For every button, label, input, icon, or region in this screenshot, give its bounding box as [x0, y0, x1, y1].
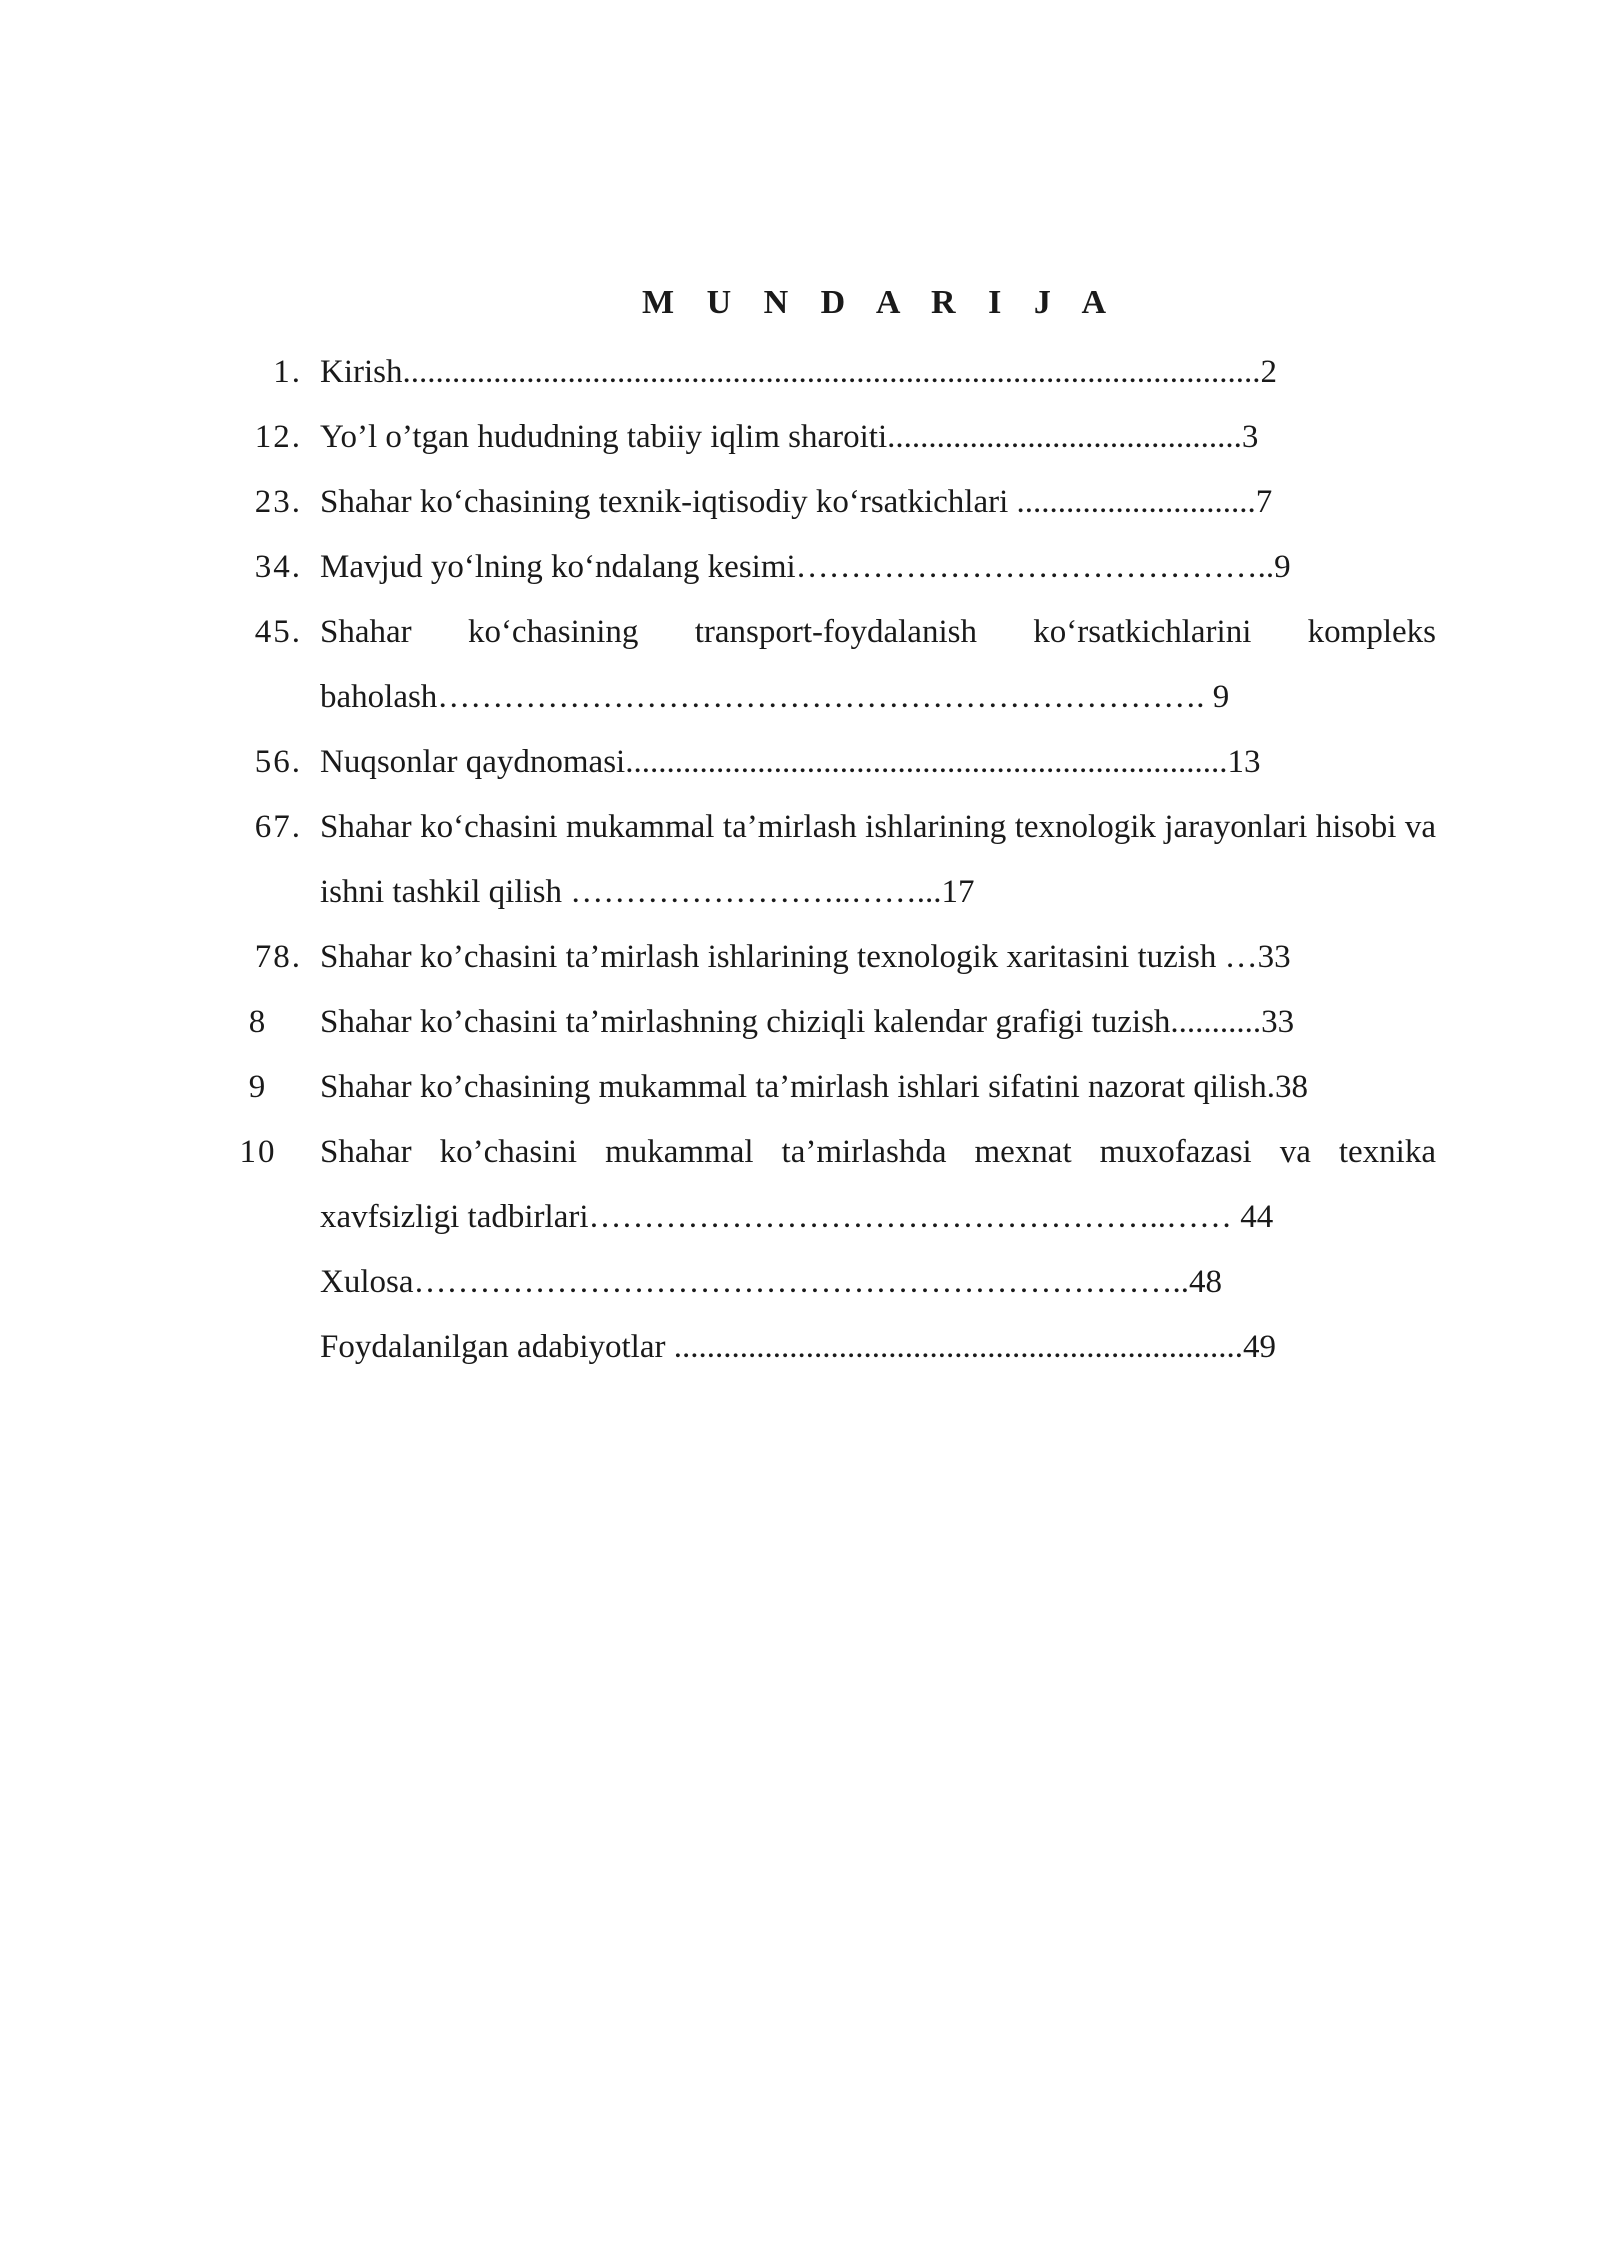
toc-entry — [230, 1120, 1436, 1250]
toc-entry — [230, 405, 1436, 470]
toc-entry — [230, 925, 1436, 990]
toc-entry — [230, 1315, 1436, 1380]
toc-entry-number: 9 — [248, 1069, 268, 1105]
toc-entry — [230, 470, 1436, 535]
toc-entry-text: Shahar ko’chasining mukammal ta’mirlash ishlari sifatini nazorat qilish.38 — [320, 1069, 1308, 1105]
toc-entry — [230, 990, 1436, 1055]
toc-entry-text: Shahar ko‘chasining texnik-iqtisodiy ko‘rsatkichlari .............................7 — [320, 484, 1273, 520]
toc-entry-number: 78. — [254, 939, 302, 975]
toc-entry-text: Kirish........................................................................................................2 — [320, 354, 1277, 390]
toc-entry — [230, 730, 1436, 795]
toc-entry — [230, 535, 1436, 600]
toc-entry-number: 67. — [254, 809, 302, 845]
toc-entry-number: 56. — [254, 744, 302, 780]
toc-entry-text: Mavjud yo‘lning ko‘ndalang kesimi……………………………………..9 — [320, 549, 1291, 585]
toc-entry — [230, 1055, 1436, 1120]
toc-entry-text: Shahar ko’chasini mukammal ta’mirlashda mexnat muxofazasi va texnika xavfsizligi tadbirlari……………………………………………..…… 44 — [320, 1134, 1436, 1235]
toc-entry-text: Nuqsonlar qaydnomasi.........................................................................13 — [320, 744, 1261, 780]
toc-entry — [230, 600, 1436, 730]
toc-entry-text: Shahar ko’chasini ta’mirlash ishlarining texnologik xaritasini tuzish …33 — [320, 939, 1291, 975]
toc-entry-text: Shahar ko’chasini ta’mirlashning chiziqli kalendar grafigi tuzish...........33 — [320, 1004, 1295, 1040]
toc-entry-number: 1. — [273, 354, 302, 390]
toc-entry-number: 10 — [239, 1134, 277, 1170]
toc-entry-text: Shahar ko‘chasining transport-foydalanish ko‘rsatkichlarini kompleks baholash……………………………………………………………. 9 — [320, 614, 1436, 715]
toc-entry-text: Yo’l o’tgan hududning tabiiy iqlim sharoiti...........................................3 — [320, 419, 1259, 455]
toc-entry-text: Foydalanilgan adabiyotlar .....................................................................49 — [320, 1329, 1276, 1365]
page-title: M U N D A R I J A — [641, 284, 1119, 321]
toc-entry-text: Shahar ko‘chasini mukammal ta’mirlash ishlarining texnologik jarayonlari hisobi va ishni tashkil qilish ……………………..……...17 — [320, 809, 1436, 910]
toc-entry-text: Xulosa……………………………………………………………..48 — [320, 1264, 1222, 1300]
toc-entry-number: 12. — [254, 419, 302, 455]
toc-entry-number: 23. — [254, 484, 302, 520]
table-of-contents — [230, 340, 1436, 1380]
toc-entry-number: 34. — [254, 549, 302, 585]
toc-entry-number: 8 — [248, 1004, 268, 1040]
toc-entry — [230, 795, 1436, 925]
toc-entry-number: 45. — [254, 614, 302, 650]
toc-entry — [230, 340, 1436, 405]
toc-entry — [230, 1250, 1436, 1315]
